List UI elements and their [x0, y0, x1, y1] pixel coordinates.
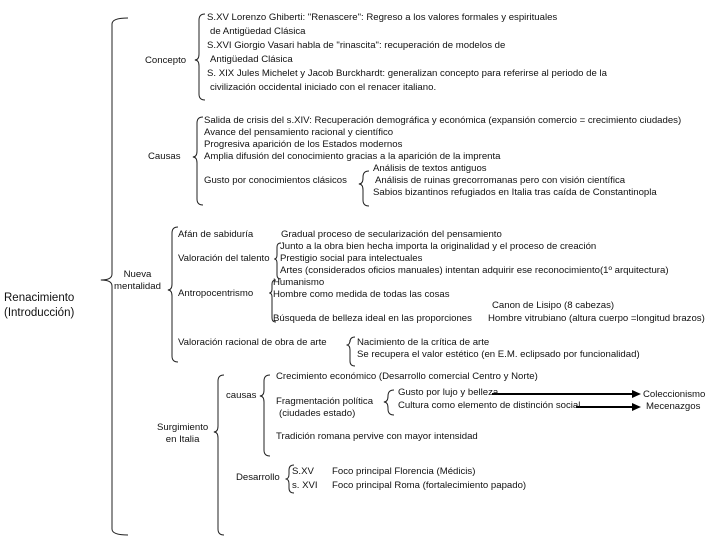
italia-label: Surgimiento en Italia: [157, 422, 209, 445]
desarrollo-label: Desarrollo: [236, 472, 280, 483]
causas-item: Salida de crisis del s.XIV: Recuperación demográfica y económica (expansión comercio = crecimiento ciudades): [204, 115, 682, 126]
afan-label: Afán de sabiduría: [178, 229, 254, 240]
fragmentacion-text-2: (ciudades estado): [279, 408, 356, 419]
s15-text: Foco principal Florencia (Médicis): [332, 466, 476, 477]
antropo-sub: Humanismo: [273, 277, 325, 288]
mentalidad-brace: [168, 227, 178, 362]
gusto-item: Análisis de ruinas grecorromanas pero con visión científica: [375, 175, 626, 186]
gusto-item: Sabios bizantinos refugiados en Italia tras caída de Constantinopla: [373, 187, 657, 198]
talento-sub: Prestigio social para intelectuales: [280, 253, 423, 264]
fragmentacion-text: Fragmentación política: [276, 396, 374, 407]
arrow-coleccionismo-head: [632, 390, 641, 398]
causas-item: Progresiva aparición de los Estados modernos: [204, 139, 403, 150]
racional-sub: Se recupera el valor estético (en E.M. eclipsado por funcionalidad): [357, 349, 640, 360]
gusto-lujo-text: Gusto por lujo y belleza: [398, 387, 499, 398]
canon-text: Canon de Lisipo (8 cabezas): [492, 300, 615, 311]
racional-sub: Nacimiento de la crítica de arte: [357, 337, 490, 348]
antropo-sub: Búsqueda de belleza ideal en las proporciones: [273, 313, 472, 324]
s15-label: S.XV: [292, 466, 314, 477]
racional-label: Valoración racional de obra de arte: [178, 337, 327, 348]
italia-causas-brace: [260, 375, 270, 456]
crecimiento-text: Crecimiento económico (Desarrollo comercial Centro y Norte): [276, 371, 538, 382]
concepto-item: S.XVI Giorgio Vasari habla de "rinascita": recuperación de modelos de: [207, 40, 506, 51]
arrow-mecenazgos-head: [632, 403, 641, 411]
italia-brace: [214, 375, 224, 535]
coleccionismo-text: Coleccionismo: [643, 389, 706, 400]
vitrubio-text: Hombre vitrubiano (altura cuerpo =longitud brazos): [488, 313, 705, 324]
mentalidad-label: Nueva mentalidad: [114, 269, 161, 292]
concepto-item: S. XIX Jules Michelet y Jacob Burckhardt: generalizan concepto para referirse al periodo de la: [207, 68, 607, 79]
mecenazgos-text: Mecenazgos: [646, 401, 701, 412]
s16-text: Foco principal Roma (fortalecimiento papado): [332, 480, 527, 491]
antropo-sub: Hombre como medida de todas las cosas: [273, 289, 450, 300]
causas-item: Amplia difusión del conocimiento gracias a la aparición de la imprenta: [204, 151, 501, 162]
talento-label: Valoración del talento: [178, 253, 270, 264]
s16-label: s. XVI: [292, 480, 318, 491]
concepto-label: Concepto: [145, 55, 187, 66]
concepto-brace: [195, 14, 205, 100]
antropo-label: Antropocentrismo: [178, 288, 254, 299]
fragmentacion-brace: [384, 390, 394, 415]
gusto-brace: [359, 171, 369, 206]
concepto-item: de Antigüedad Clásica: [210, 26, 306, 37]
italia-causas-label: causas: [226, 390, 257, 401]
tradicion-text: Tradición romana pervive con mayor intensidad: [276, 431, 478, 442]
talento-sub: Artes (considerados oficios manuales) intentan adquirir ese reconocimiento(1º arquitectura): [280, 265, 669, 276]
talento-sub: Junto a la obra bien hecha importa la originalidad y el proceso de creación: [280, 241, 597, 252]
cultura-text: Cultura como elemento de distinción social: [398, 400, 581, 411]
afan-sub: Gradual proceso de secularización del pensamiento: [281, 229, 502, 240]
racional-brace: [347, 337, 356, 366]
causas-brace: [193, 117, 203, 205]
causas-item: Gusto por conocimientos clásicos: [204, 175, 347, 186]
concepto-item: civilización occidental iniciado con el renacer italiano.: [210, 82, 437, 93]
causas-label: Causas: [148, 151, 181, 162]
concepto-item: S.XV Lorenzo Ghiberti: "Renascere": Regreso a los valores formales y espirituales: [207, 12, 558, 23]
causas-item: Avance del pensamiento racional y científico: [204, 127, 394, 138]
concepto-item: Antigüedad Clásica: [210, 54, 293, 65]
root-title: Renacimiento (Introducción): [4, 292, 75, 319]
gusto-item: Análisis de textos antiguos: [373, 163, 487, 174]
